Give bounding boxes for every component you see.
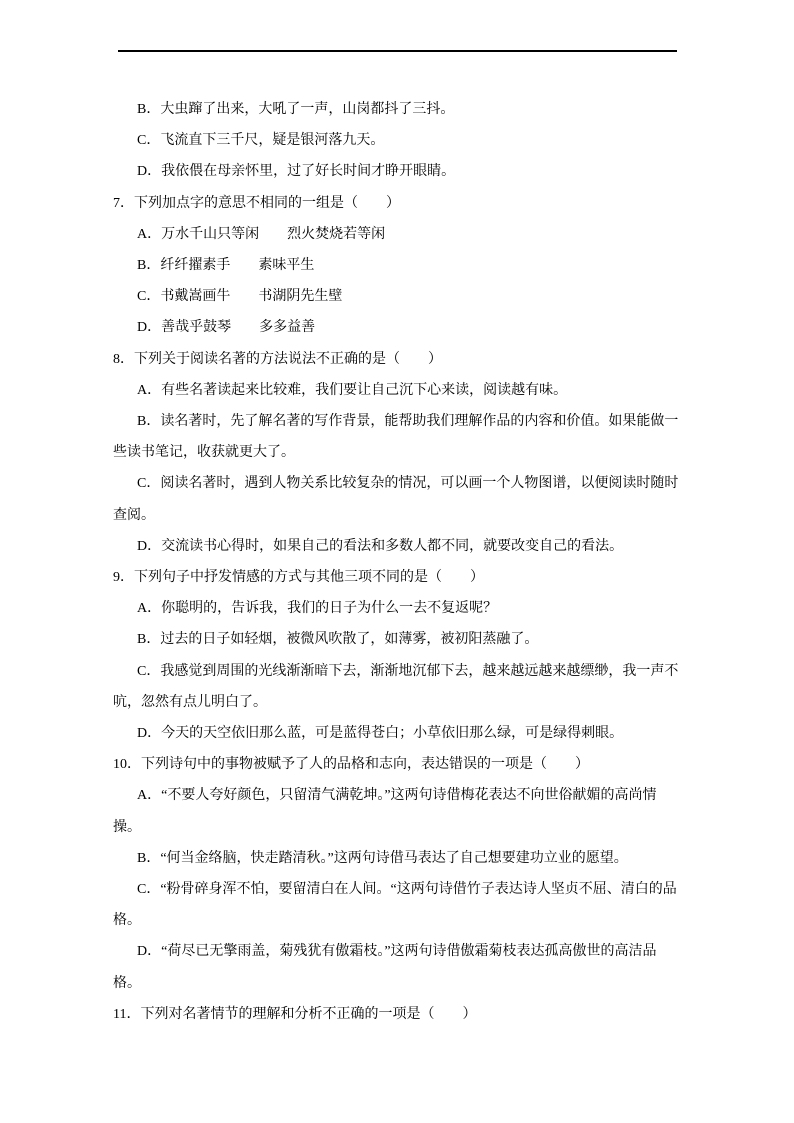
header-rule: [118, 50, 677, 52]
question-11: 11．下列对名著情节的理解和分析不正确的一项是（ ）: [113, 1006, 477, 1022]
question-7-option-b: B．纤纤擢素手 素味平生: [137, 258, 315, 274]
question-8-option-c: C．阅读名著时，遇到人物关系比较复杂的情况，可以画一个人物图谱，以便阅读时随时查阅。: [113, 476, 679, 523]
question-8-option-d: D．交流读书心得时，如果自己的看法和多数人都不同，就要改变自己的看法。: [137, 538, 624, 554]
question-9-option-a: A．你聪明的，告诉我，我们的日子为什么一去不复返呢？: [137, 601, 498, 617]
question-7-option-a: A．万水千山只等闲 烈火焚烧若等闲: [137, 226, 386, 242]
question-9-option-b: B．过去的日子如轻烟，被微风吹散了，如薄雾，被初阳蒸融了。: [137, 632, 539, 648]
document-body: [113, 94, 679, 1030]
question-6-option-d: D．我依偎在母亲怀里，过了好长时间才睁开眼睛。: [137, 164, 456, 180]
question-10: 10．下列诗句中的事物被赋予了人的品格和志向，表达错误的一项是（ ）: [113, 757, 589, 773]
question-9-option-d: D．今天的天空依旧那么蓝，可是蓝得苍白；小草依旧那么绿，可是绿得刺眼。: [137, 726, 624, 742]
question-9-option-c: C．我感觉到周围的光线渐渐暗下去，渐渐地沉郁下去，越来越远越来越缥缈，我一声不吭，忽然有点儿明白了。: [113, 663, 679, 710]
question-6-option-c: C．飞流直下三千尺，疑是银河落九天。: [137, 133, 385, 149]
question-7-option-d: D．善哉乎鼓琴 多多益善: [137, 320, 316, 336]
question-8-option-a: A．有些名著读起来比较难，我们要让自己沉下心来读，阅读越有味。: [137, 382, 568, 398]
question-10-option-b: B．“何当金络脑，快走踏清秋。”这两句诗借马表达了自己想要建功立业的愿望。: [137, 850, 628, 866]
question-10-option-d: D．“荷尽已无擎雨盖，菊残犹有傲霜枝。”这两句诗借傲霜菊枝表达孤高傲世的高洁品格。: [113, 944, 657, 991]
question-10-option-c: C．“粉骨碎身浑不怕，要留清白在人间。“这两句诗借竹子表达诗人坚贞不屈、清白的品格。: [113, 882, 677, 929]
question-10-option-a: A．“不要人夸好颜色，只留清气满乾坤。”这两句诗借梅花表达不向世俗献媚的高尚情操。: [113, 788, 657, 835]
question-9: 9．下列句子中抒发情感的方式与其他三项不同的是（ ）: [113, 570, 484, 586]
question-8: 8．下列关于阅读名著的方法说法不正确的是（ ）: [113, 351, 442, 367]
question-7-option-c: C．书戴嵩画牛 书湖阴先生壁: [137, 289, 343, 305]
question-8-option-b: B．读名著时，先了解名著的写作背景，能帮助我们理解作品的内容和价值。如果能做一些读书笔记，收获就更大了。: [113, 414, 679, 461]
question-7: 7．下列加点字的意思不相同的一组是（ ）: [113, 195, 400, 211]
question-6-option-b: B．大虫蹿了出来，大吼了一声，山岗都抖了三抖。: [137, 102, 455, 117]
